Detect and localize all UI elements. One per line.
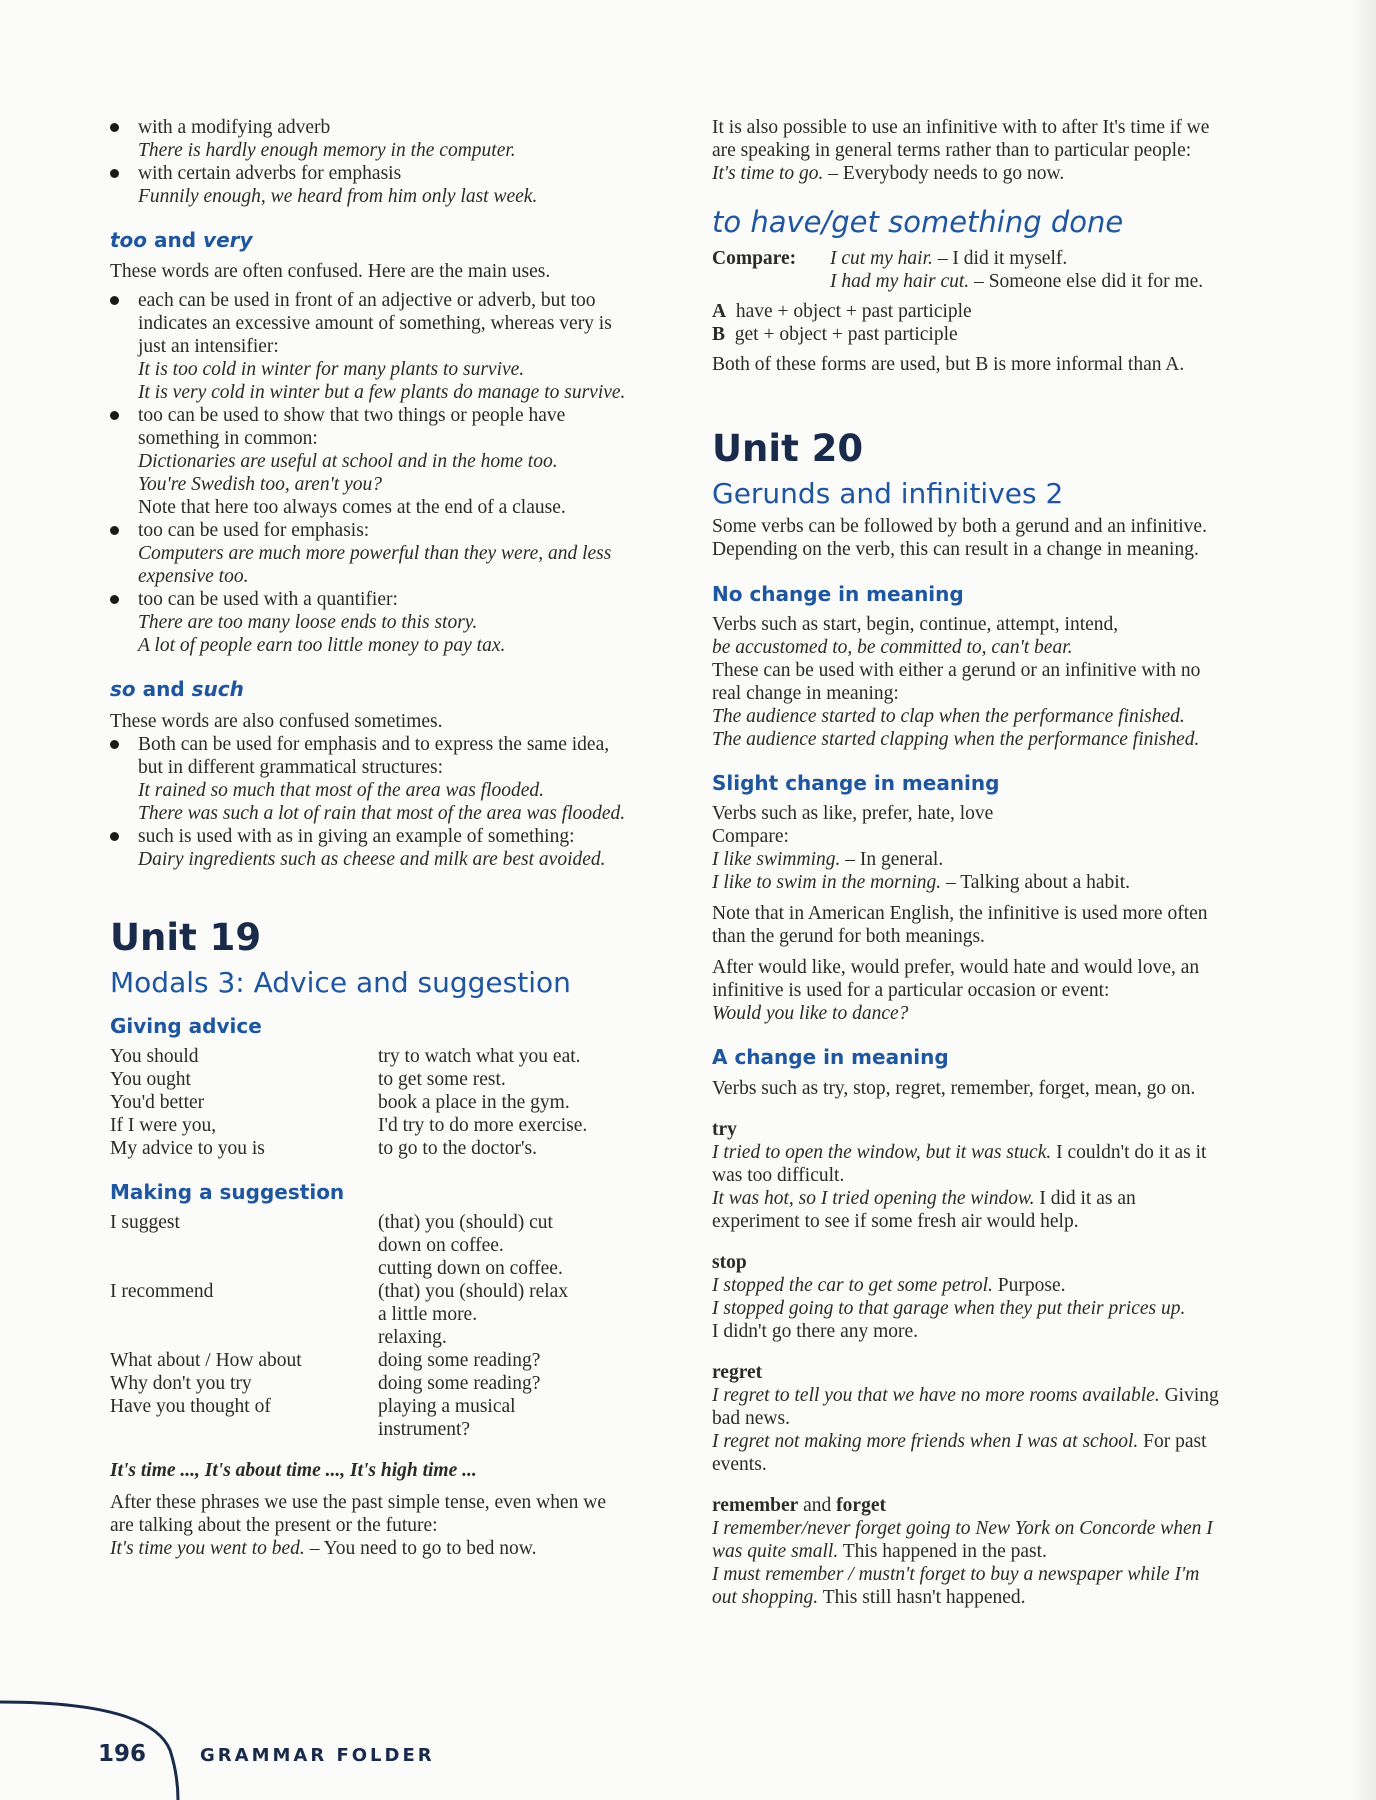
- example-line: I stopped the car to get some petrol. Purpose.: [712, 1275, 1066, 1296]
- paragraph: Some verbs can be followed by both a gerund and an infinitive.: [712, 516, 1207, 537]
- paragraph: Depending on the verb, this can result in a change in meaning.: [712, 539, 1199, 560]
- verb-label-remember-forget: remember and forget: [712, 1495, 886, 1516]
- paragraph: Verbs such as like, prefer, hate, love: [712, 803, 994, 824]
- footer-curve: [0, 1690, 190, 1800]
- example-line: I like swimming. – In general.: [712, 849, 944, 870]
- example-line: I regret not making more friends when I was at school. For past: [712, 1431, 1207, 1452]
- bullet-text: too can be used to show that two things or people have: [138, 405, 566, 426]
- table-cell: I'd try to do more exercise.: [378, 1115, 588, 1136]
- table-cell: Why don't you try: [110, 1373, 252, 1394]
- table-cell: instrument?: [378, 1419, 471, 1440]
- bullet-text: with certain adverbs for emphasis: [138, 163, 402, 184]
- example-line: I tried to open the window, but it was stuck. I couldn't do it as it: [712, 1142, 1207, 1163]
- table-cell: I recommend: [110, 1281, 214, 1302]
- bullet: [110, 832, 119, 841]
- example-text: A lot of people earn too little money to pay tax.: [138, 635, 506, 656]
- table-cell: You'd better: [110, 1092, 205, 1113]
- example-text: You're Swedish too, aren't you?: [138, 474, 382, 495]
- section-heading-have-get: to have/get something done: [712, 205, 1124, 239]
- paragraph: Compare:: [712, 826, 789, 847]
- bullet-text: too can be used with a quantifier:: [138, 589, 398, 610]
- example-line: was quite small. This happened in the past.: [712, 1541, 1047, 1562]
- paragraph: are talking about the present or the future:: [110, 1515, 438, 1536]
- example-line: bad news.: [712, 1408, 790, 1429]
- formula-line: A have + object + past participle: [712, 301, 972, 322]
- verb-label-regret: regret: [712, 1362, 763, 1383]
- paragraph: Verbs such as start, begin, continue, attempt, intend,: [712, 614, 1119, 635]
- formula-line: B get + object + past participle: [712, 324, 958, 345]
- example-line: I like to swim in the morning. – Talking about a habit.: [712, 872, 1131, 893]
- example-text: I remember/never forget going to New York on Concorde when I: [712, 1518, 1213, 1539]
- example-line: It's time to go. – Everybody needs to go now.: [712, 163, 1065, 184]
- paragraph: Both of these forms are used, but B is more informal than A.: [712, 354, 1185, 375]
- paragraph: After these phrases we use the past simple tense, even when we: [110, 1492, 607, 1513]
- example-text: It is very cold in winter but a few plants do manage to survive.: [138, 382, 626, 403]
- bullet-text: each can be used in front of an adjective or adverb, but too: [138, 290, 596, 311]
- example-text: I stopped going to that garage when they put their prices up.: [712, 1298, 1186, 1319]
- bullet-text: with a modifying adverb: [138, 117, 331, 138]
- bullet: [110, 296, 119, 305]
- paragraph: These words are often confused. Here are the main uses.: [110, 261, 551, 282]
- table-cell: relaxing.: [378, 1327, 447, 1348]
- table-cell: book a place in the gym.: [378, 1092, 570, 1113]
- table-cell: to go to the doctor's.: [378, 1138, 537, 1159]
- bullet: [110, 740, 119, 749]
- unit-20-subtitle: Gerunds and infinitives 2: [712, 477, 1064, 510]
- example-text: I must remember / mustn't forget to buy a newspaper while I'm: [712, 1564, 1200, 1585]
- paragraph: These words are also confused sometimes.: [110, 711, 443, 732]
- table-cell: My advice to you is: [110, 1138, 265, 1159]
- example-line: experiment to see if some fresh air would help.: [712, 1211, 1079, 1232]
- table-cell: If I were you,: [110, 1115, 217, 1136]
- bullet-text: something in common:: [138, 428, 318, 449]
- paragraph: be accustomed to, be committed to, can't bear.: [712, 637, 1073, 658]
- example-line: It's time you went to bed. – You need to go to bed now.: [110, 1538, 537, 1559]
- paragraph: infinitive is used for a particular occasion or event:: [712, 980, 1110, 1001]
- paragraph: It is also possible to use an infinitive with to after It's time if we: [712, 117, 1210, 138]
- example-text: There are too many loose ends to this story.: [138, 612, 478, 633]
- note-text: Note that here too always comes at the end of a clause.: [138, 497, 566, 518]
- unit-19-subtitle: Modals 3: Advice and suggestion: [110, 966, 571, 999]
- table-cell: cutting down on coffee.: [378, 1258, 563, 1279]
- table-cell: down on coffee.: [378, 1235, 504, 1256]
- compare-label: Compare:: [712, 248, 797, 269]
- example-line: I had my hair cut. – Someone else did it for me.: [830, 271, 1204, 292]
- example-text: Dictionaries are useful at school and in the home too.: [138, 451, 558, 472]
- example-line: I didn't go there any more.: [712, 1321, 919, 1342]
- paragraph: than the gerund for both meanings.: [712, 926, 985, 947]
- example-text: Computers are much more powerful than they were, and less: [138, 543, 612, 564]
- table-cell: What about / How about: [110, 1350, 302, 1371]
- bullet-text: such is used with as in giving an example of something:: [138, 826, 575, 847]
- page-edge-shadow: [1352, 0, 1376, 1800]
- example-text: expensive too.: [138, 566, 249, 587]
- table-cell: (that) you (should) relax: [378, 1281, 569, 1302]
- example-text: It rained so much that most of the area was flooded.: [138, 780, 545, 801]
- table-cell: (that) you (should) cut: [378, 1212, 553, 1233]
- bullet-text: Both can be used for emphasis and to express the same idea,: [138, 734, 610, 755]
- example-text: The audience started to clap when the performance finished.: [712, 706, 1185, 727]
- table-cell: a little more.: [378, 1304, 478, 1325]
- verb-label-try: try: [712, 1119, 737, 1140]
- example-text: There was such a lot of rain that most of the area was flooded.: [138, 803, 626, 824]
- bullet-text: indicates an excessive amount of something, whereas very is: [138, 313, 612, 334]
- bullet: [110, 123, 119, 132]
- bullet: [110, 595, 119, 604]
- table-cell: playing a musical: [378, 1396, 516, 1417]
- unit-19-title: Unit 19: [110, 916, 262, 959]
- paragraph: These can be used with either a gerund or an infinitive with no: [712, 660, 1201, 681]
- table-cell: doing some reading?: [378, 1350, 541, 1371]
- section-heading-too-very: too and very: [110, 228, 253, 252]
- table-cell: doing some reading?: [378, 1373, 541, 1394]
- unit-20-title: Unit 20: [712, 427, 864, 470]
- table-cell: You should: [110, 1046, 199, 1067]
- example-line: events.: [712, 1454, 767, 1475]
- footer-section-label: GRAMMAR FOLDER: [200, 1745, 435, 1766]
- section-heading-giving-advice: Giving advice: [110, 1014, 262, 1038]
- section-heading-making-suggestion: Making a suggestion: [110, 1180, 345, 1204]
- page-number: 196: [98, 1741, 147, 1767]
- example-text: Funnily enough, we heard from him only last week.: [138, 186, 538, 207]
- paragraph: After would like, would prefer, would hate and would love, an: [712, 957, 1200, 978]
- example-text: Dairy ingredients such as cheese and milk are best avoided.: [138, 849, 606, 870]
- section-heading-no-change: No change in meaning: [712, 582, 964, 606]
- example-line: I regret to tell you that we have no more rooms available. Giving: [712, 1385, 1219, 1406]
- bullet-text: just an intensifier:: [138, 336, 279, 357]
- table-cell: You ought: [110, 1069, 191, 1090]
- table-cell: I suggest: [110, 1212, 180, 1233]
- example-line: It was hot, so I tried opening the window. I did it as an: [712, 1188, 1136, 1209]
- bullet: [110, 169, 119, 178]
- verb-label-stop: stop: [712, 1252, 747, 1273]
- table-cell: to get some rest.: [378, 1069, 506, 1090]
- example-line: was too difficult.: [712, 1165, 845, 1186]
- paragraph: real change in meaning:: [712, 683, 899, 704]
- example-text: It is too cold in winter for many plants to survive.: [138, 359, 525, 380]
- section-heading-a-change: A change in meaning: [712, 1045, 949, 1069]
- example-text: Would you like to dance?: [712, 1003, 909, 1024]
- section-heading-so-such: so and such: [110, 677, 244, 701]
- example-line: out shopping. This still hasn't happened.: [712, 1587, 1026, 1608]
- paragraph: Verbs such as try, stop, regret, remember, forget, mean, go on.: [712, 1078, 1196, 1099]
- paragraph: Note that in American English, the infinitive is used more often: [712, 903, 1208, 924]
- table-cell: try to watch what you eat.: [378, 1046, 581, 1067]
- section-heading-slight-change: Slight change in meaning: [712, 771, 1000, 795]
- table-cell: Have you thought of: [110, 1396, 271, 1417]
- example-text: There is hardly enough memory in the computer.: [138, 140, 516, 161]
- bullet: [110, 411, 119, 420]
- example-text: The audience started clapping when the performance finished.: [712, 729, 1200, 750]
- example-line: I cut my hair. – I did it myself.: [830, 248, 1068, 269]
- paragraph: are speaking in general terms rather than to particular people:: [712, 140, 1192, 161]
- bullet: [110, 526, 119, 535]
- subheading-its-time: It's time ..., It's about time ..., It's high time ...: [110, 1460, 477, 1481]
- bullet-text: too can be used for emphasis:: [138, 520, 370, 541]
- bullet-text: but in different grammatical structures:: [138, 757, 444, 778]
